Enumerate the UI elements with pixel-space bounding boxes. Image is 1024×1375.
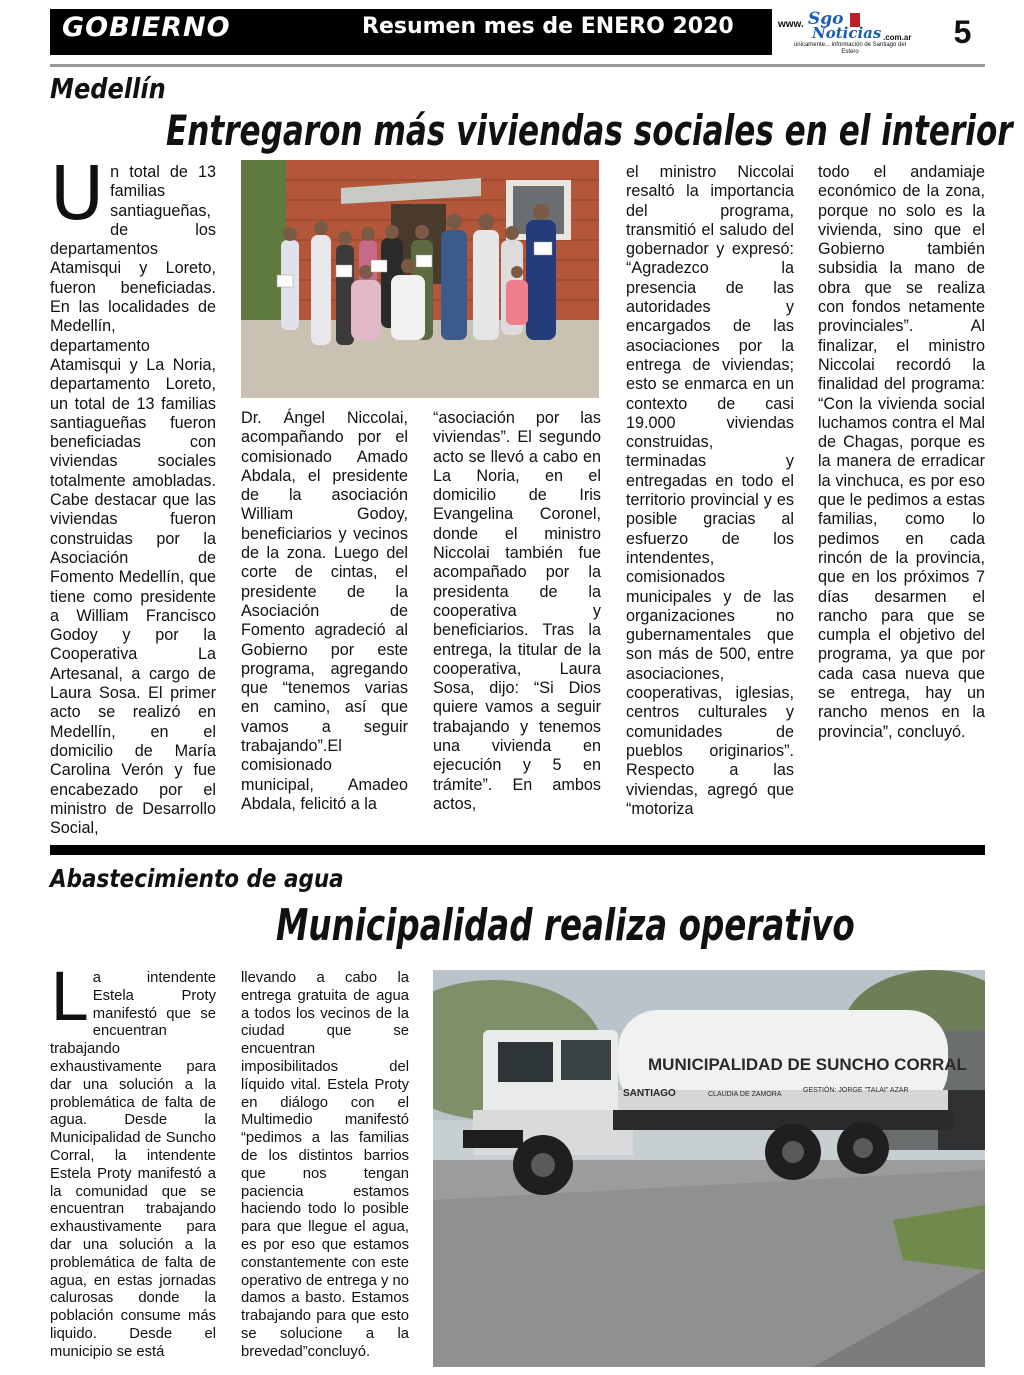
divider xyxy=(50,845,985,855)
article2-kicker: Abastecimiento de agua xyxy=(50,864,344,893)
logo-domain: .com.ar xyxy=(883,33,912,42)
article2-col1 xyxy=(50,959,216,1362)
site-logo[interactable] xyxy=(772,9,940,55)
logo-www: www. xyxy=(778,19,804,30)
article2-headline: Municipalidad realiza operativo xyxy=(276,900,855,951)
divider xyxy=(50,64,985,67)
ceremony-photo-illustration xyxy=(241,160,599,398)
issue-label: Resumen mes de ENERO 2020 xyxy=(362,14,734,39)
water-truck-illustration xyxy=(433,970,985,1367)
article1-col1-text: n total de 13 familias santiagueñas, de los departamentos Atamisqui y Loreto, fueron beneficiadas. En las localidades de Medellín, departamento Atamisqui y La Noria, departamento Loreto, un total de 13 familias santiagueñas fueron beneficiadas con viviendas sociales totalmente amobladas. Cabe destacar que las viviendas fueron construidas por la Asociación de Fomento Medellín, que tiene como presidente a William Francisco Godoy y por la Cooperativa La Artesanal, a cargo de Laura Sosa. El primer acto se realizó en Medellín, en el domicilio de María Carolina Verón y fue encabezado por el ministro de Desarrollo Social, xyxy=(50,163,216,838)
article1-col3: “asociación por las viviendas”. El segundo acto se llevó a cabo en La Noria, en el domicilio de Iris Evangelina Coronel, donde el ministro Niccolai también fue acompañado por la presidenta de la cooperativa y beneficiarios. Tras la entrega, la titular de la cooperativa, Laura Sosa, dijo: “Si Dios quiere vamos a seguir trabajando y tenemos una vivienda en ejecución y 5 en trámite”. En ambos actos, xyxy=(433,409,601,813)
article1-kicker: Medellín xyxy=(50,72,166,105)
truck-left-sublabel: CLAUDIA DE ZAMORA xyxy=(708,1091,782,1098)
truck-tank-label: MUNICIPALIDAD DE SUNCHO CORRAL xyxy=(648,1055,967,1074)
dropcap: U xyxy=(50,151,105,237)
water-truck-photo xyxy=(433,970,985,1367)
article1-col2: Dr. Ángel Niccolai, acompañando por el comisionado Amado Abdala, el presidente de la asociación William Godoy, beneficiarios y vecinos de la zona. Luego del corte de cintas, el presidente de la Asociación de Fomento agradeció al Gobierno por este programa, agregando que “tenemos varias en camino, así que vamos a seguir trabajando”.El comisionado municipal, Amadeo Abdala, felicitó a la xyxy=(241,409,408,813)
ceremony-photo xyxy=(241,160,599,398)
article1-col4: el ministro Niccolai resaltó la importancia del programa, transmitió el saludo del gobernador y expresó: “Agradezco la presencia de las autoridades y encargados de las asociaciones por la entrega de viviendas; esto se enmarca en un contexto de casi 19.000 viviendas construidas, terminadas y entregadas en todo el territorio provincial y es posible gracias al esfuerzo de los intendentes, comisionados municipales y de las organizaciones no gubernamentales que son más de 500, entre asociaciones, cooperativas, iglesias, centros culturales y comunidades de pueblos originarios”. Respecto a las viviendas, agregó que “motoriza xyxy=(626,163,794,818)
logo-tagline: únicamente... información de Santiago del Estero xyxy=(793,42,907,55)
dropcap: L xyxy=(50,959,87,1036)
article1-headline: Entregaron más viviendas sociales en el interior xyxy=(166,106,1013,155)
article2-col2: llevando a cabo la entrega gratuita de agua a todos los vecinos de la ciudad que se encuentran imposibilitados del líquido vital. Estela Proty en diálogo con el Multimedio manifestó “pedimos a las familias de los distintos barrios que nos tengan paciencia estamos haciendo todo lo posible para que llegue el agua, es por eso que estamos constantemente con este operativo de entrega y no damos a basto. Estamos trabajando para que esto se solucione a la brevedad”concluyó. xyxy=(241,970,409,1360)
truck-right-sublabel: GESTIÓN: JORGE "TALAI" AZAR xyxy=(803,1087,909,1094)
article1-col1 xyxy=(50,151,216,838)
truck-brand-label: SANTIAGO xyxy=(623,1088,676,1099)
article2-col1-text: a intendente Estela Proty manifestó que se encuentran trabajando exhaustivamente para dar una solución a la problemática de falta de agua. Desde la Municipalidad de Suncho Corral, la intendente Estela Proty manifestó a la comunidad que se encuentran trabajando exhaustivamente para dar una solución a la problemática de falta de agua, en estas jornadas calurosas donde la población consume más liquido. Desde el municipio se está xyxy=(50,970,216,1360)
article1-col5: todo el andamiaje económico de la zona, porque no solo es la vivienda, sino que el Gobierno también subsidia la mano de obra que se realiza con fondos netamente provinciales”. Al finalizar, el ministro Niccolai recordó la finalidad del programa: “Con la vivienda social luchamos contra el Mal de Chagas, porque es la manera de erradicar la vinchuca, es por eso que le pedimos a estas familias, como lo pedimos en cada rincón de la provincia, que en los próximos 7 días desarmen el rancho para que se cumpla el objetivo del programa, ya que por cada casa nueva que se entrega, hay un rancho menos en la provincia”, concluyó. xyxy=(818,163,985,741)
logo-noticias: Noticias xyxy=(812,24,882,42)
page-number: 5 xyxy=(940,9,985,55)
section-label: GOBIERNO xyxy=(62,12,231,43)
logo-sgo: Sgo xyxy=(808,9,844,29)
